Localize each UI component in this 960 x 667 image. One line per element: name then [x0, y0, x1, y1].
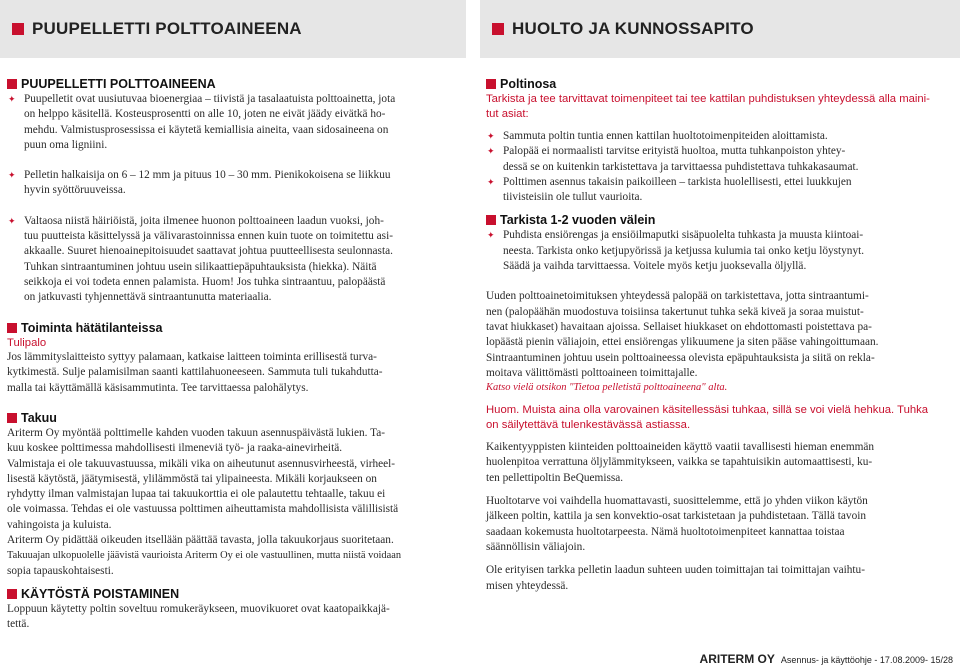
bullet-icon: ✦	[487, 230, 495, 241]
red-square-icon	[7, 323, 17, 333]
bullet-icon: ✦	[487, 131, 495, 141]
spacer	[486, 395, 944, 403]
footer-brand: ARITERM OY	[699, 652, 775, 666]
section-heading: Tarkista 1-2 vuoden välein	[486, 213, 944, 228]
bullet-icon: ✦	[487, 146, 495, 157]
subheading: Tulipalo	[7, 336, 47, 349]
subheading: Tarkista ja tee tarvittavat toimenpiteet tai tee kattilan puhdistuksen yhteydessä alla maini- tut asiat:	[486, 93, 930, 120]
list-item: ✦ Puupelletit ovat uusiutuvaa bioenergiaa – tiivistä ja tasalaatuista polttoainetta, jota on helppo käsitellä. Kosteusprosentti on alle 10, joten ne eivät jäädy eivätkä ho- mehdu. Valmistusprosessissa ei käytetä kemiallisia aineita, vaan sidosaineena on puun oma ligniini.	[8, 93, 396, 151]
paragraph: Kaikentyyppisten kiinteiden polttoaineiden käyttö vaatii tavallisesti hieman enemmän huolenpitoa verrattuna öljylämmitykseen, vaikka se tapahtuisikin automaattisesti, ku- ten pellettipoltin BeQuemissa.	[486, 441, 875, 484]
section-heading: Poltinosa	[486, 77, 944, 92]
red-square-icon	[7, 589, 17, 599]
paragraph: Loppuun käytetty poltin soveltuu romukeräykseen, muovikuoret ovat kaatopaikkajä- tettä.	[7, 602, 390, 631]
ash-warning: Huom. Muista aina olla varovainen käsitellessäsi tuhkaa, sillä se voi vielä hehkua. Tuhka on säilytettävä tulenkestävässä astiassa.	[486, 404, 929, 431]
header-left-title: PUUPELLETTI POLTTOAINEENA	[32, 19, 302, 38]
red-square-icon	[7, 79, 17, 89]
list-item: ✦ Puhdista ensiörengas ja ensiöilmaputki sisäpuolelta tuhkasta ja muusta kiintoai- neesta. Tarkista onko ketjupyörissä ja ketjussa kulumia tai onko ketju löystynyt. Säädä ja vaihda tarvittaessa. Voitele myös ketju juoksevalla öljyllä.	[487, 229, 865, 273]
section-heading: Toiminta hätätilanteissa	[7, 321, 470, 336]
bullet-icon: ✦	[8, 215, 16, 226]
paragraph: Ariterm Oy myöntää polttimelle kahden vuoden takuun asennuspäivästä lukien. Ta- kuu koskee polttimessa mahdollisesti ilmeneviä työ- ja raaka-ainevirheitä. Valmistaja ei ole takuuvastuussa, mikäli vika on aiheutunut asennusvirheestä, virheel- lisestä käytöstä, jäätymisestä, ylilämmöstä tai ylipaineesta. Mikäli korjaukseen on ryhdytty ilman valmistajan lupaa tai takuukorttia ei ole palautettu tehtaalle, takuu ei ole voimassa. Tehdas ei ole vastuussa polttimen aiheuttamista mahdollisista välillisistä vahingoista ja kuluista. Ariterm Oy pidättää oikeuden itsellään päättää tavasta, jolla takuukorjaus suoritetaan. Takuuajan ulkopuolelle jäävistä vaurioista Ariterm Oy ei ole vastuullinen, mutta niistä voidaan sopia tapauskohtaisesti.	[7, 426, 402, 577]
section-heading: PUUPELLETTI POLTTOAINEENA	[7, 77, 470, 92]
spacer	[7, 199, 470, 214]
list-item: ✦ Sammuta poltin tuntia ennen kattilan huoltotoimenpiteiden aloittamista.	[486, 129, 944, 144]
red-square-icon	[492, 23, 504, 35]
spacer	[7, 153, 470, 168]
list-item: ✦ Valtaosa niistä häiriöistä, joita ilmenee huonon polttoaineen laadun vuoksi, joh- tuu puutteista käsittelyssä ja välivarastoinnissa ennen kuin tuote on toimitettu asi- akkaalle. Suuret hienoainepitoisuudet saattavat johtua puutteellisesta seulonnasta. Tuhkan sintraantuminen johtuu usein silikaattiepäpuhtauksista (hiekka). Näitä seikkoja ei voi todeta ennen palamista. Huom! Jos tuhka sintraantuu, palopäästä on jatkuvasti tyhjennettävä sintraantunutta materiaalia.	[8, 214, 393, 304]
spacer	[486, 486, 944, 494]
spacer	[486, 121, 944, 129]
spacer	[486, 432, 944, 440]
burner-checklist	[486, 129, 944, 205]
red-square-icon	[486, 79, 496, 89]
page-footer	[700, 652, 953, 666]
red-square-icon	[12, 23, 24, 35]
header-left	[0, 0, 466, 58]
paragraph: Uuden polttoainetoimituksen yhteydessä palopää on tarkistettava, jotta sintraantumi- nen (palopäähän muodostuva toisiinsa takertunut tuhka sekä kiveä ja soraa muistut- tavat hiukkaset) havaitaan ajoissa. Sellaiset hiukkaset on ehdottomasti poistettava pa- lopäästä pienin väliajoin, ettei ensiörengas ylikuumene ja siten pääse vahingoittumaan. Sintraantuminen johtuu usein polttoaineessa olevista epäpuhtauksista ja siitä on rekla- moitava välittömästi polttoaineen toimittajalle.	[486, 290, 879, 379]
left-column	[7, 77, 470, 633]
periodic-checklist	[486, 228, 944, 274]
paragraph: Huoltotarve voi vaihdella huomattavasti, suosittelemme, että jo yhden viikon käytön jälkeen poltin, kattila ja sen konvektio-osat tarkistetaan ja puhdistetaan. Tällä tavoin saadaan kokemusta huoltotarpeesta. Nämä huoltotoimenpiteet kannattaa toistaa säännöllisin väliajoin.	[486, 495, 868, 553]
bullet-icon: ✦	[8, 170, 16, 181]
pellet-bullets	[7, 92, 470, 306]
reference-note: Katso vielä otsikon "Tietoa pelletistä polttoaineena" alta.	[486, 382, 728, 394]
bullet-icon: ✦	[8, 94, 16, 104]
list-item: ✦ Palopää ei normaalisti tarvitse erityistä huoltoa, mutta tuhkanpoiston yhtey- dessä se on kuitenkin tarkistettava ja tarvittaessa puhdistettava tuhkakasaumat.	[487, 145, 859, 173]
right-column	[486, 77, 944, 594]
spacer	[7, 306, 470, 321]
header-right-title: HUOLTO JA KUNNOSSAPITO	[512, 19, 754, 38]
bullet-icon: ✦	[487, 176, 495, 187]
section-heading: KÄYTÖSTÄ POISTAMINEN	[7, 587, 470, 602]
red-square-icon	[7, 413, 17, 423]
header-right	[480, 0, 960, 58]
list-item: ✦ Pelletin halkaisija on 6 – 12 mm ja pituus 10 – 30 mm. Pienikokoisena se liikkuu hyvin syöttöruuveissa.	[8, 169, 391, 197]
spacer	[7, 396, 470, 411]
footer-text: Asennus- ja käyttöohje - 17.08.2009- 15/28	[780, 655, 953, 665]
spacer	[486, 555, 944, 563]
spacer	[486, 274, 944, 289]
spacer	[486, 205, 944, 213]
list-item: ✦ Polttimen asennus takaisin paikoilleen – tarkista huolellisesti, ettei luukkujen tiivisteisiin ole tullut vaurioita.	[487, 175, 852, 204]
red-square-icon	[486, 215, 496, 225]
section-heading: Takuu	[7, 411, 470, 426]
paragraph: Ole erityisen tarkka pelletin laadun suhteen uuden toimittajan tai toimittajan vaihtu- misen yhteydessä.	[486, 564, 865, 592]
paragraph: Jos lämmityslaitteisto syttyy palamaan, katkaise laitteen toiminta erillisestä turva- kytkimestä. Sulje palamisilman saanti kattilahuoneeseen. Sammuta tuli tukahdutta- malla tai käyttämällä käsisammutinta. Tee tarvittaessa palohälytys.	[7, 351, 383, 394]
spacer	[7, 579, 470, 587]
